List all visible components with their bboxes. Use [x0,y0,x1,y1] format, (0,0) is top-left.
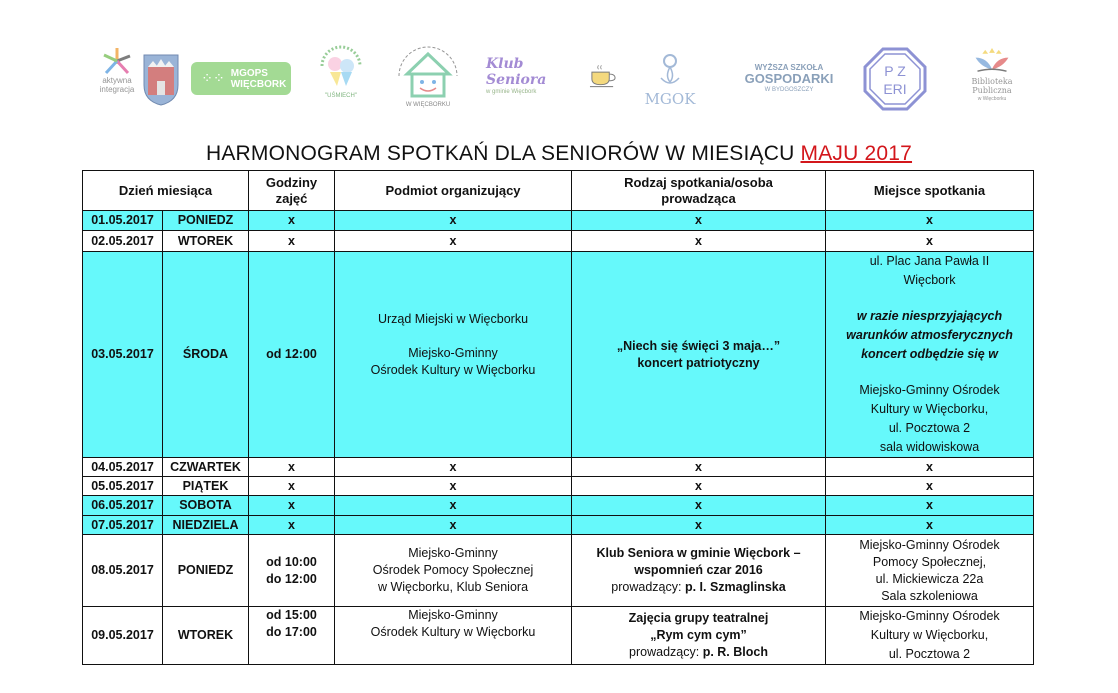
biblioteka-publiczna-logo [952,48,1032,104]
logo-text: MGOPS WIĘCBORK [230,67,287,90]
row-hours [249,607,335,665]
svg-text:P Z: P Z [884,63,906,79]
place-line: Kultury w Więcborku, [870,402,989,416]
organizer-line: Ośrodek Kultury w Więcborku [370,362,536,377]
book-feathers-icon [967,48,1017,77]
row-weekday: SOBOTA [163,496,249,516]
logo-text: "UŚMIECH" [325,92,357,99]
place-line: ul. Pocztowa 2 [888,421,971,435]
srodowiskowy-dom-samopomocy-logo [388,40,468,110]
row-place [826,535,1034,607]
row-type [572,252,826,458]
row-organizer: x [335,231,572,252]
place-note-line: koncert odbędzie się w [861,347,998,361]
table-row [83,535,1034,607]
row-organizer [335,535,572,607]
header-type: Rodzaj spotkania/osoba prowadząca [572,171,826,211]
page-title [0,142,1118,166]
svg-text:W WIĘCBORKU: W WIĘCBORKU [405,102,451,108]
row-type: x [572,496,826,516]
table-row [83,516,1034,535]
row-type: x [572,458,826,477]
row-type [572,535,826,607]
type-line: koncert patriotyczny [637,355,760,370]
partner-logos-strip [0,0,1118,130]
place-line: Miejsko-Gminny Ośrodek [859,537,1000,552]
row-weekday: ŚRODA [163,252,249,458]
table-row [83,477,1034,496]
place-note-line: w razie niesprzyjających [856,309,1003,323]
mgops-wiecbork-logo [191,62,291,95]
row-hours: x [249,458,335,477]
row-place: x [826,231,1034,252]
table-row [83,252,1034,458]
row-date: 03.05.2017 [83,252,163,458]
lead-name: p. R. Bloch [702,645,768,659]
row-hours: x [249,496,335,516]
swietlica-usmiech-logo [310,40,372,102]
row-date: 09.05.2017 [83,607,163,665]
table-row [83,458,1034,477]
row-weekday: WTOREK [163,231,249,252]
mgok-logo [638,46,702,112]
aktywna-integracja-logo [94,40,140,100]
svg-text:ERI: ERI [883,81,907,97]
pzeri-logo [863,47,927,111]
type-line: „Rym cym cym” [650,628,747,642]
header-hours: Godziny zajęć [249,171,335,211]
place-line: sala widowiskowa [879,440,980,454]
table-row [83,607,1034,665]
logo-subtext: w Więcborku [977,96,1007,102]
place-line: Kultury w Więcborku, [870,628,989,642]
row-place: x [826,458,1034,477]
type-line: Klub Seniora w gminie Więcbork – [596,546,801,560]
row-organizer: x [335,458,572,477]
logo-text: Biblioteka Publiczna [971,77,1013,95]
lead-label: prowadzący: [629,645,703,659]
row-date: 01.05.2017 [83,211,163,231]
row-weekday: WTOREK [163,607,249,665]
lead-label: prowadzący: [611,580,685,594]
hours-line: od 10:00 [266,554,317,569]
logo-text: GOSPODARKI [744,71,834,86]
row-hours [249,535,335,607]
type-line: Zajęcia grupy teatralnej [628,611,769,625]
row-hours: x [249,516,335,535]
logo-text-top: WYŻSZA SZKOŁA [754,63,824,72]
row-date: 05.05.2017 [83,477,163,496]
place-line: Sala szkoleniowa [881,588,978,603]
hours-line: do 12:00 [266,571,317,586]
hours-line: do 17:00 [266,625,317,639]
row-date: 02.05.2017 [83,231,163,252]
header-day: Dzień miesiąca [83,171,249,211]
header-organizer: Podmiot organizujący [335,171,572,211]
row-weekday: PONIEDZ [163,211,249,231]
folk-flower-icon [653,52,687,92]
place-line: Więcbork [903,273,956,287]
table-row [83,211,1034,231]
wiecbork-coat-of-arms [141,52,181,108]
row-date: 08.05.2017 [83,535,163,607]
house-smile-icon [391,42,465,108]
table-row [83,231,1034,252]
row-weekday: PONIEDZ [163,535,249,607]
logo-subtext: W BYDGOSZCZY [764,87,814,93]
place-line: Miejsko-Gminny Ośrodek [859,609,1000,623]
place-line: ul. Pocztowa 2 [888,647,971,661]
logo-text: aktywna integracja [99,76,135,94]
row-hours: x [249,231,335,252]
place-note-line: warunków atmosferycznych [846,328,1013,342]
organizer-line: Ośrodek Pomocy Społecznej [372,563,534,577]
place-line: ul. Plac Jana Pawła II [869,254,990,268]
coat-of-arms-icon [142,53,180,107]
organizer-line: Miejsko-Gminny [408,546,498,560]
row-organizer [335,252,572,458]
row-place: x [826,477,1034,496]
row-organizer: x [335,496,572,516]
row-hours: x [249,477,335,496]
row-place: x [826,211,1034,231]
organizer-line: Miejsko-Gminny [408,608,498,622]
row-weekday: CZWARTEK [163,458,249,477]
header-place: Miejsce spotkania [826,171,1034,211]
organizer-line: w Więcborku, Klub Seniora [377,580,529,594]
wsg-logo [728,54,850,104]
lead-name: p. I. Szmaglinska [684,580,786,594]
type-lead [576,579,821,596]
row-type: x [572,477,826,496]
table-row [83,496,1034,516]
organizer-line: Urząd Miejski w Więcborku [377,311,529,326]
type-line: wspomnień czar 2016 [634,563,763,577]
type-lead [576,644,821,661]
logo-subtext: w gminie Więcbork [486,88,537,95]
row-hours: x [249,211,335,231]
type-line: „Niech się święci 3 maja…” [616,338,781,353]
organizer-line: Miejsko-Gminny [408,345,498,360]
row-type: x [572,231,826,252]
place-line: ul. Mickiewicza 22a [875,571,984,586]
row-date: 04.05.2017 [83,458,163,477]
coffee-cup-icon [589,63,618,89]
klub-seniora-logo [486,55,618,95]
title-main: HARMONOGRAM SPOTKAŃ DLA SENIORÓW W MIESIĄCU [205,142,801,165]
people-icon: ⁘⁘ [201,70,225,86]
octagon-badge-icon [863,47,927,111]
people-star-icon [100,46,134,76]
row-place: x [826,516,1034,535]
schedule-table [82,170,1034,665]
row-weekday: PIĄTEK [163,477,249,496]
row-date: 07.05.2017 [83,516,163,535]
row-organizer [335,607,572,665]
row-organizer: x [335,516,572,535]
row-weekday: NIEDZIELA [163,516,249,535]
row-date: 06.05.2017 [83,496,163,516]
row-type: x [572,516,826,535]
row-hours: od 12:00 [249,252,335,458]
logo-text: MGOK [644,89,696,108]
place-line: Miejsko-Gminny Ośrodek [859,383,1000,397]
row-organizer: x [335,477,572,496]
row-type: x [572,211,826,231]
table-header-row [83,171,1034,211]
children-faces-icon [316,42,366,92]
organizer-line: Ośrodek Kultury w Więcborku [370,625,536,639]
row-place: x [826,496,1034,516]
hours-line: od 15:00 [266,608,317,622]
row-type [572,607,826,665]
logo-text: Klub Seniora [486,55,547,88]
row-place [826,607,1034,665]
place-line: Pomocy Społecznej, [872,554,987,569]
row-organizer: x [335,211,572,231]
title-month: MAJU 2017 [800,142,913,165]
row-place [826,252,1034,458]
